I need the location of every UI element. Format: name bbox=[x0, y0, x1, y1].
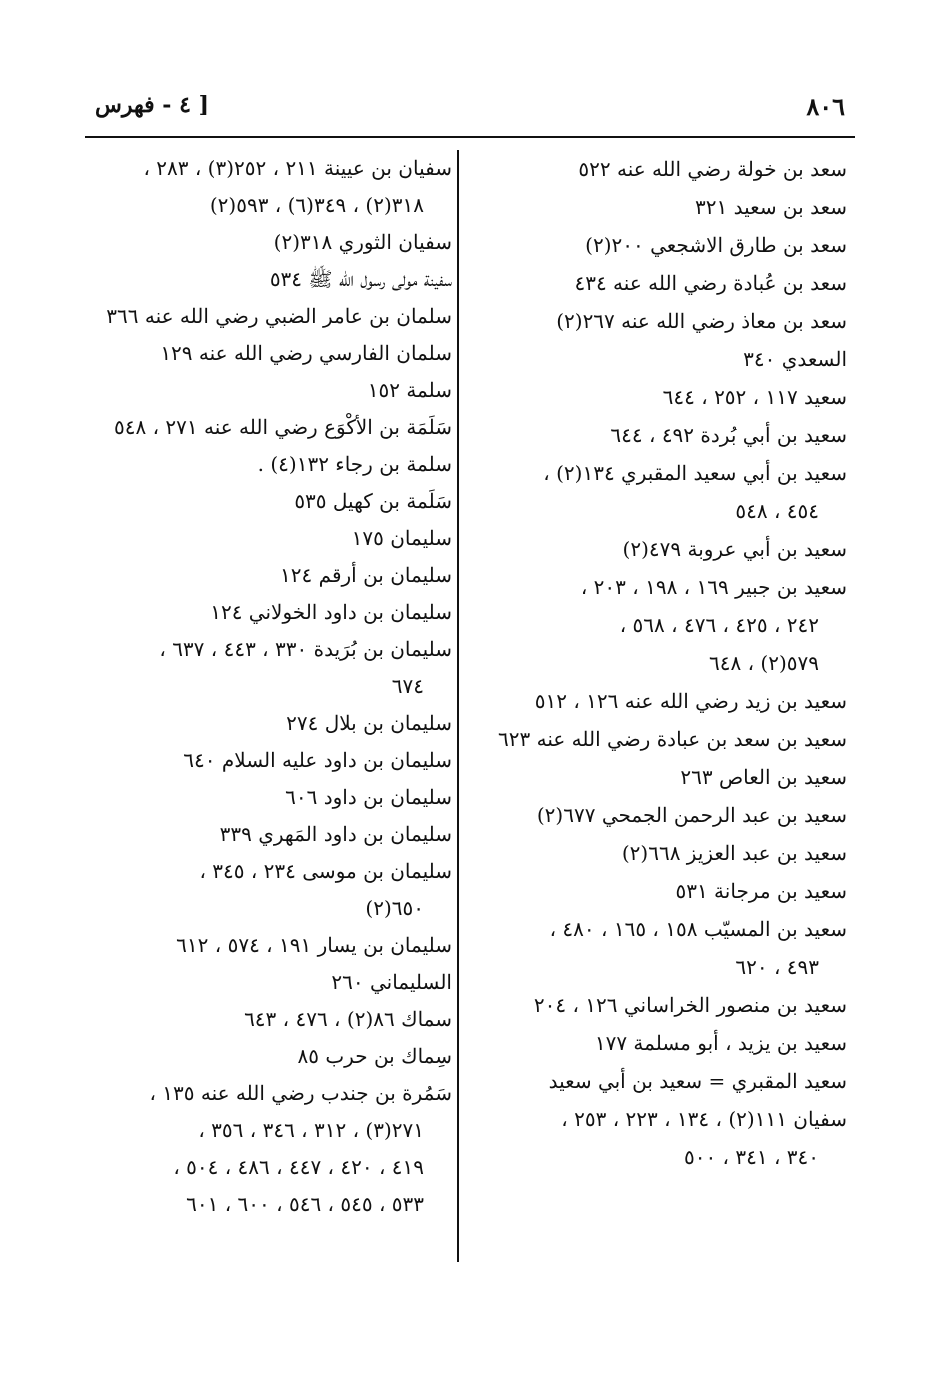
index-entry-continuation: ٥٧٩(٢) ، ٦٤٨ bbox=[708, 651, 819, 675]
index-entry: سليمان بن يسار ١٩١ ، ٥٧٤ ، ٦١٢ bbox=[176, 933, 452, 957]
index-entry: السعدي ٣٤٠ bbox=[743, 347, 847, 371]
index-entry: سعيد بن أبي عروبة ٤٧٩(٢) bbox=[622, 537, 847, 561]
index-entry: سفيان الثوري ٣١٨(٢) bbox=[273, 230, 452, 254]
index-entry: سعيد بن زيد رضي الله عنه ١٢٦ ، ٥١٢ bbox=[534, 689, 847, 713]
index-entry: سعيد بن سعد بن عبادة رضي الله عنه ٦٢٣ bbox=[498, 727, 847, 751]
index-entry: سماك ٨٦(٢) ، ٤٧٦ ، ٦٤٣ bbox=[244, 1007, 452, 1031]
index-entry-continuation: ٣٤٠ ، ٣٤١ ، ٥٠٠ bbox=[683, 1145, 819, 1169]
index-entry-continuation: ٢٤٢ ، ٤٢٥ ، ٤٧٦ ، ٥٦٨ ، bbox=[619, 613, 819, 637]
index-entry: سعد بن طارق الاشجعي ٢٠٠(٢) bbox=[585, 233, 847, 257]
index-entry: سليمان بن داود ٦٠٦ bbox=[285, 785, 452, 809]
index-entry: سعيد المقبري = سعيد بن أبي سعيد bbox=[548, 1069, 847, 1093]
running-head: [ ٤ - فهرس bbox=[95, 92, 210, 118]
index-entry: سفيان ١١١(٢) ، ١٣٤ ، ٢٢٣ ، ٢٥٣ ، bbox=[561, 1107, 847, 1131]
index-entry: سليمان بن بلال ٢٧٤ bbox=[286, 711, 452, 735]
index-entry: سعيد بن جبير ١٦٩ ، ١٩٨ ، ٢٠٣ ، bbox=[580, 575, 847, 599]
index-column-left bbox=[82, 150, 452, 1223]
index-entry: سعد بن خولة رضي الله عنه ٥٢٢ bbox=[578, 157, 847, 181]
index-entry: السليماني ٢٦٠ bbox=[331, 970, 452, 994]
index-entry-continuation: ٤١٩ ، ٤٢٠ ، ٤٤٧ ، ٤٨٦ ، ٥٠٤ ، bbox=[173, 1155, 424, 1179]
index-entry: سعيد ١١٧ ، ٢٥٢ ، ٦٤٤ bbox=[662, 385, 847, 409]
index-entry: سليمان بن داود الخولاني ١٢٤ bbox=[210, 600, 452, 624]
index-entry-continuation: ٦٥٠(٢) bbox=[365, 896, 424, 920]
index-entry: سَلَمة بن كهيل ٥٣٥ bbox=[294, 489, 452, 513]
index-entry: سليمان بن موسى ٢٣٤ ، ٣٤٥ ، bbox=[199, 859, 452, 883]
index-entry: سعيد بن عبد الرحمن الجمحي ٦٧٧(٢) bbox=[536, 803, 847, 827]
index-entry: سعيد بن مرجانة ٥٣١ bbox=[675, 879, 847, 903]
index-entry: سليمان بن بُرَيدة ٣٣٠ ، ٤٤٣ ، ٦٣٧ ، bbox=[159, 637, 452, 661]
index-entry: سعد بن عُبادة رضي الله عنه ٤٣٤ bbox=[574, 271, 847, 295]
index-entry: سعيد بن أبي بُردة ٤٩٢ ، ٦٤٤ bbox=[610, 423, 847, 447]
index-entry: سَلَمَة بن الأكْوَع رضي الله عنه ٢٧١ ، ٥٤٨ bbox=[114, 415, 452, 439]
index-entry-continuation: ٥٣٣ ، ٥٤٥ ، ٥٤٦ ، ٦٠٠ ، ٦٠١ bbox=[186, 1192, 424, 1216]
index-entry: سعيد بن العاص ٢٦٣ bbox=[680, 765, 847, 789]
index-entry-continuation: ٦٧٤ bbox=[391, 674, 424, 698]
index-entry: سعد بن معاذ رضي الله عنه ٢٦٧(٢) bbox=[556, 309, 847, 333]
column-divider bbox=[457, 150, 459, 1262]
index-entry: سلمة ١٥٢ bbox=[367, 378, 452, 402]
index-entry-continuation: ٣١٨(٢) ، ٣٤٩(٦) ، ٥٩٣(٢) bbox=[209, 193, 424, 217]
index-entry: سِماك بن حرب ٨٥ bbox=[297, 1044, 452, 1068]
index-entry-continuation: ٤٩٣ ، ٦٢٠ bbox=[735, 955, 819, 979]
index-entry: سعد بن سعيد ٣٢١ bbox=[695, 195, 847, 219]
index-entry-continuation: ٢٧١(٣) ، ٣١٢ ، ٣٤٦ ، ٣٥٦ ، bbox=[198, 1118, 424, 1142]
index-entry: سعيد بن المسيّب ١٥٨ ، ١٦٥ ، ٤٨٠ ، bbox=[549, 917, 847, 941]
index-entry: سليمان بن أرقم ١٢٤ bbox=[280, 563, 452, 587]
index-entry: سعيد بن أبي سعيد المقبري ١٣٤(٢) ، bbox=[543, 461, 847, 485]
index-entry: سَمُرة بن جندب رضي الله عنه ١٣٥ ، bbox=[149, 1081, 452, 1105]
index-entry: سلمة بن رجاء ١٣٢(٤) . bbox=[257, 452, 452, 476]
index-entry: سلمان الفارسي رضي الله عنه ١٢٩ bbox=[160, 341, 452, 365]
page-number: ٨٠٦ bbox=[806, 92, 845, 121]
index-entry: سعيد بن منصور الخراساني ١٢٦ ، ٢٠٤ bbox=[533, 993, 847, 1017]
index-column-right bbox=[492, 150, 847, 1176]
index-entry: سفيان بن عيينة ٢١١ ، ٢٥٢(٣) ، ٢٨٣ ، bbox=[143, 156, 452, 180]
index-entry: سلمان بن عامر الضبي رضي الله عنه ٣٦٦ bbox=[106, 304, 452, 328]
index-entry: سليمان بن داود المَهري ٣٣٩ bbox=[219, 822, 452, 846]
index-entry: سليمان بن داود عليه السلام ٦٤٠ bbox=[183, 748, 452, 772]
header-rule bbox=[85, 136, 855, 138]
index-entry: سعيد بن يزيد ، أبو مسلمة ١٧٧ bbox=[594, 1031, 847, 1055]
index-entry: سفينة مولى رسول الله ﷺ ٥٣٤ bbox=[269, 267, 452, 291]
index-entry: سليمان ١٧٥ bbox=[351, 526, 452, 550]
index-entry-continuation: ٤٥٤ ، ٥٤٨ bbox=[735, 499, 819, 523]
index-entry: سعيد بن عبد العزيز ٦٦٨(٢) bbox=[621, 841, 847, 865]
